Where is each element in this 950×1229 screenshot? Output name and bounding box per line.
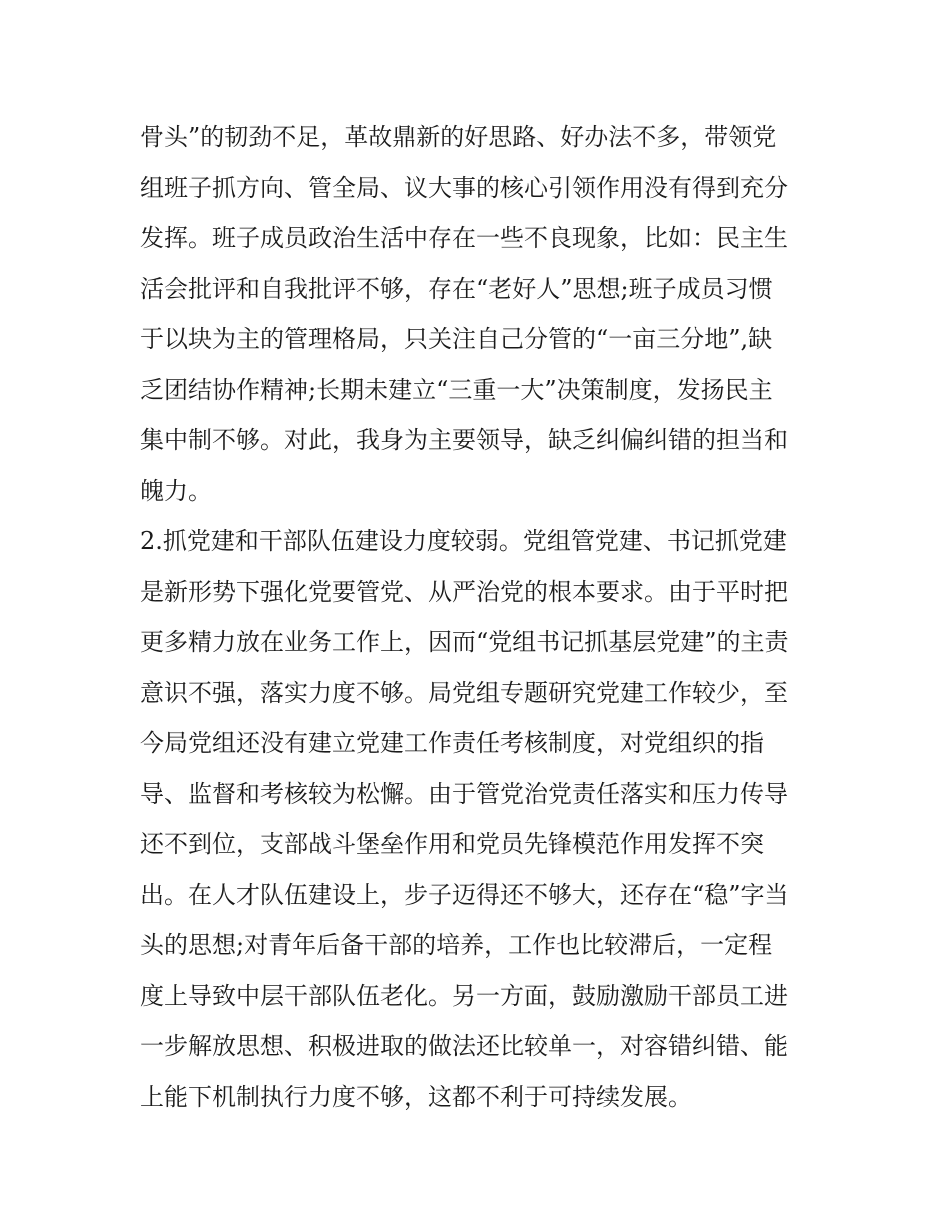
text-line: 上能下机制执行力度不够，这都不利于可持续发展。 (140, 1082, 692, 1111)
text-line: 度上导致中层干部队伍老化。另一方面，鼓励激励干部员工进 (140, 981, 788, 1010)
text-line: 意识不强，落实力度不够。局党组专题研究党建工作较少，至 (140, 678, 788, 707)
text-line: 头的思想;对青年后备干部的培养，工作也比较滞后，一定程 (140, 931, 773, 959)
text-line: 魄力。 (140, 476, 212, 505)
text-line: 一步解放思想、积极进取的做法还比较单一，对容错纠错、能 (140, 1032, 788, 1060)
text-line: 骨头”的韧劲不足，革故鼎新的好思路、好办法不多，带领党 (140, 123, 777, 151)
text-line: 今局党组还没有建立党建工作责任考核制度，对党组织的指 (140, 729, 764, 757)
text-line: 发挥。班子成员政治生活中存在一些不良现象，比如：民主生 (140, 224, 788, 252)
section-heading-line: 2.抓党建和干部队伍建设力度较弱。党组管党建、书记抓党建 (140, 527, 787, 555)
text-line: 活会批评和自我批评不够，存在“老好人”思想;班子成员习惯 (140, 274, 773, 303)
text-line: 组班子抓方向、管全局、议大事的核心引领作用没有得到充分 (140, 173, 788, 202)
text-line: 是新形势下强化党要管党、从严治党的根本要求。由于平时把 (140, 577, 788, 606)
text-line: 导、监督和考核较为松懈。由于管党治党责任落实和压力传导 (140, 779, 788, 808)
body-text (140, 112, 820, 1122)
text-line: 更多精力放在业务工作上，因而“党组书记抓基层党建”的主责 (140, 628, 789, 656)
text-line: 集中制不够。对此，我身为主要领导，缺乏纠偏纠错的担当和 (140, 426, 788, 454)
text-line: 出。在人才队伍建设上，步子迈得还不够大，还存在“稳”字当 (140, 880, 789, 909)
text-line: 乏团结协作精神;长期未建立“三重一大”决策制度，发扬民主 (140, 375, 773, 404)
text-line: 还不到位，支部战斗堡垒作用和党员先锋模范作用发挥不突 (140, 830, 764, 858)
text-line: 于以块为主的管理格局，只关注自己分管的“一亩三分地”,缺 (140, 325, 773, 353)
